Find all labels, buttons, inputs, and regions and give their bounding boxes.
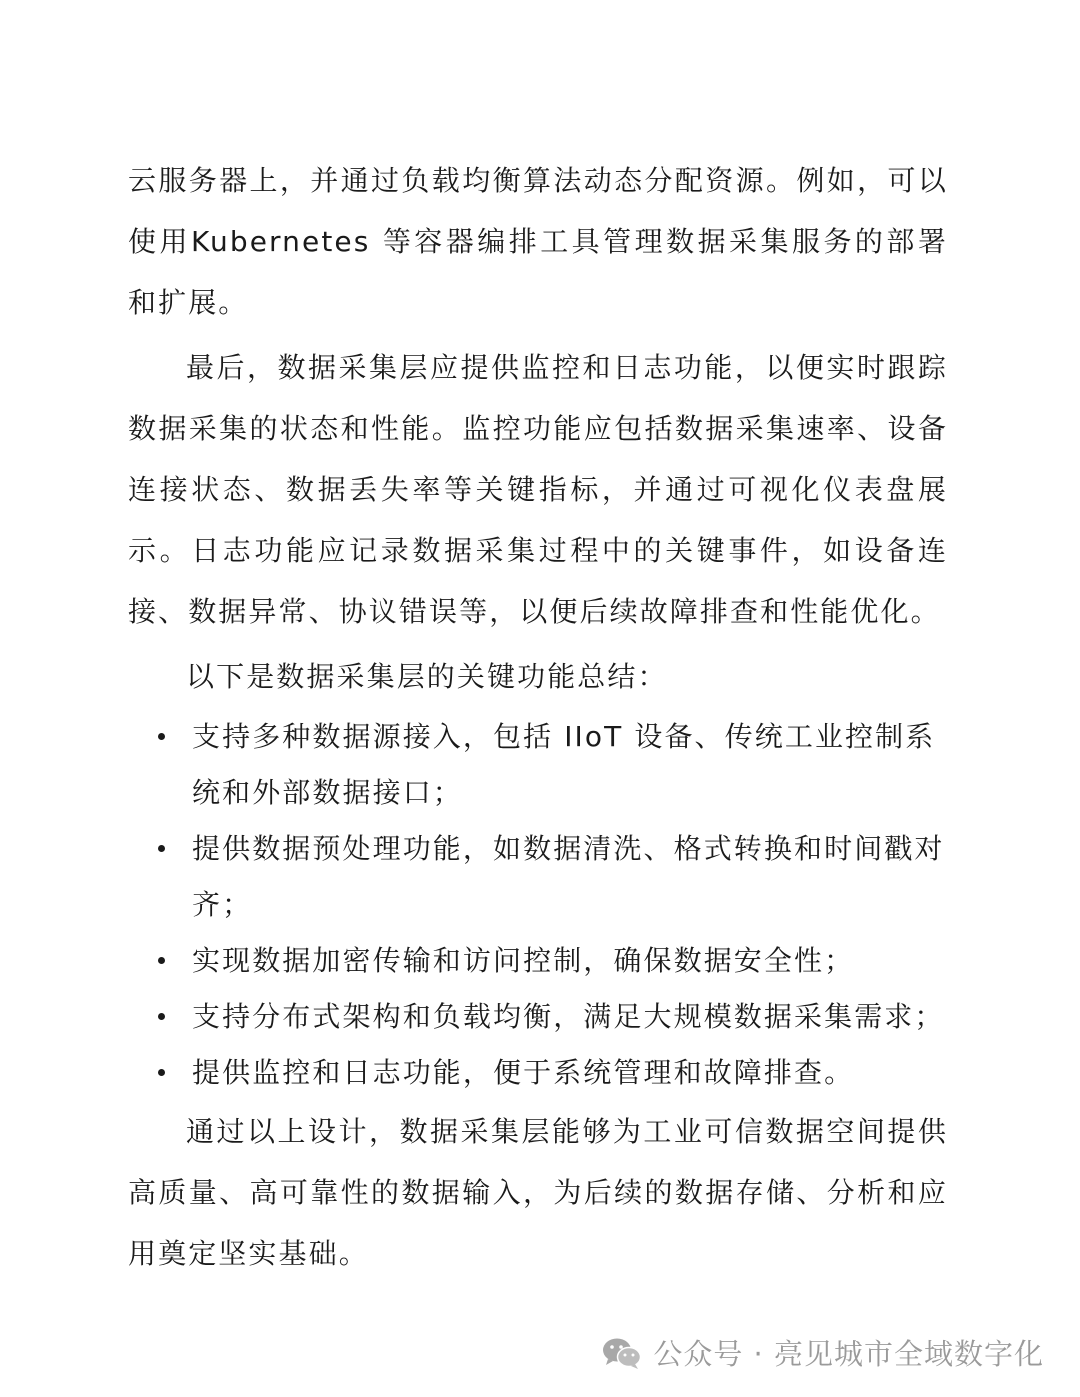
list-item-text: 提供数据预处理功能，如数据清洗、格式转换和时间戳对齐； [192,832,945,921]
list-item [128,989,948,1045]
watermark [601,1332,1044,1373]
list-item-text: 实现数据加密传输和访问控制，确保数据安全性； [192,944,855,977]
bullet-icon [158,1069,165,1076]
bullet-icon [158,1013,165,1020]
bullet-icon [158,733,165,740]
paragraph-continued: 云服务器上，并通过负载均衡算法动态分配资源。例如，可以使用Kubernetes 等容器编排工具管理数据采集服务的部署和扩展。 [128,164,948,319]
paragraph-conclusion: 通过以上设计，数据采集层能够为工业可信数据空间提供高质量、高可靠性的数据输入，为后续的数据存储、分析和应用奠定坚实基础。 [128,1115,948,1270]
bullet-icon [158,845,165,852]
list-item-text: 支持多种数据源接入，包括 IIoT 设备、传统工业控制系统和外部数据接口； [192,720,936,809]
paragraph-monitoring: 最后，数据采集层应提供监控和日志功能，以便实时跟踪数据采集的状态和性能。监控功能应包括数据采集速率、设备连接状态、数据丢失率等关键指标，并通过可视化仪表盘展示。日志功能应记录数据采集过程中的关键事件，如设备连接、数据异常、协议错误等，以便后续故障排查和性能优化。 [128,351,948,628]
wechat-icon [601,1335,643,1371]
list-item [128,821,948,933]
bullet-icon [158,957,165,964]
list-item [128,933,948,989]
list-item [128,1045,948,1101]
watermark-text: 公众号 · 亮见城市全域数字化 [653,1337,1044,1371]
summary-list [128,709,948,1101]
document-body [128,150,948,1284]
list-item-text: 提供监控和日志功能，便于系统管理和故障排查。 [192,1056,855,1089]
paragraph-summary-intro: 以下是数据采集层的关键功能总结： [186,660,668,693]
list-item-text: 支持分布式架构和负载均衡，满足大规模数据采集需求； [192,1000,945,1033]
list-item [128,709,948,821]
